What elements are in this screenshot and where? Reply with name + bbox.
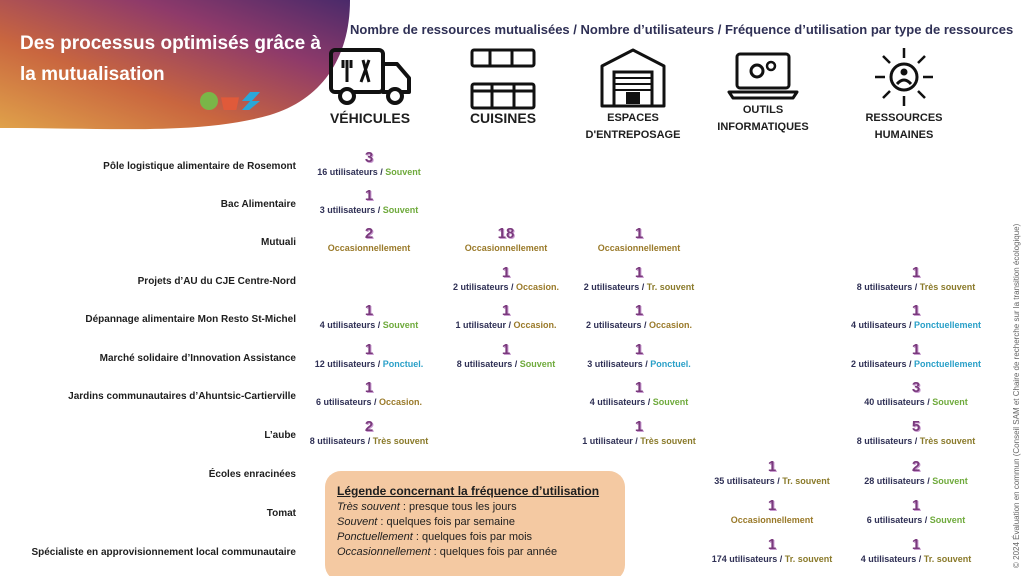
frequency-label: Souvent <box>385 167 421 177</box>
column-label-line1: RESSOURCES <box>865 112 943 124</box>
resource-count: 1 <box>364 187 374 204</box>
user-count: 174 utilisateurs <box>711 554 778 564</box>
grid-cell <box>564 265 714 294</box>
resource-count: 1 <box>911 264 921 281</box>
grid-cell <box>431 342 581 371</box>
row-label: Projets d’AU du CJE Centre-Nord <box>137 276 296 287</box>
separator: / <box>375 359 383 369</box>
user-count: 2 utilisateurs <box>850 359 907 369</box>
usage-line <box>294 435 444 448</box>
resource-count: 1 <box>501 264 511 281</box>
user-count: 4 utilisateurs <box>860 554 917 564</box>
frequency-label: Souvent <box>929 515 966 525</box>
grid-cell <box>841 537 991 566</box>
user-count: 8 utilisateurs <box>856 436 913 446</box>
resource-count: 1 <box>911 302 921 319</box>
user-count: 8 utilisateurs <box>309 436 366 446</box>
row-label: Mutuali <box>261 237 296 248</box>
legend-item <box>337 545 613 560</box>
frequency-label: Très souvent <box>919 282 976 292</box>
resource-count: 5 <box>911 418 921 435</box>
frequency-label: Souvent <box>652 397 689 407</box>
lightning-logo <box>242 92 260 110</box>
legend-term: Très souvent <box>337 501 400 513</box>
grid-cell <box>294 342 444 371</box>
separator: / <box>922 515 930 525</box>
resource-count: 1 <box>364 302 374 319</box>
usage-line <box>697 553 847 566</box>
user-count: 2 utilisateurs <box>583 282 640 292</box>
column-label-line1: ESPACES <box>607 112 659 124</box>
separator: / <box>508 282 516 292</box>
grid-cell <box>294 226 444 255</box>
grid-cell <box>697 498 847 527</box>
separator: / <box>912 282 920 292</box>
separator: / <box>906 359 915 369</box>
frequency-label: Souvent <box>932 476 968 486</box>
usage-line <box>841 396 991 409</box>
usage-line <box>294 242 444 255</box>
resource-count: 1 <box>634 418 644 435</box>
separator: / <box>916 554 924 564</box>
usage-line <box>841 475 991 488</box>
usage-line <box>841 553 991 566</box>
copyright-credit: © 2024 Évaluation en commun (Conseil SAM et Chaire de recherche sur la transition écologique) <box>1012 223 1021 568</box>
separator: / <box>365 436 373 446</box>
separator: / <box>375 205 383 215</box>
legend-desc: : quelques fois par mois <box>412 531 533 543</box>
column-label-line1: OUTILS <box>742 104 784 116</box>
grid-cell <box>294 303 444 332</box>
partner-logos <box>200 92 260 110</box>
row-label: Marché solidaire d’Innovation Assistance <box>99 353 296 364</box>
grid-cell <box>841 459 991 488</box>
resource-count: 1 <box>767 536 777 553</box>
frequency-label: Souvent <box>382 320 419 330</box>
separator: / <box>774 476 783 486</box>
separator: / <box>777 554 785 564</box>
resource-count: 2 <box>911 458 921 475</box>
legend-item <box>337 530 613 545</box>
separator: / <box>639 282 647 292</box>
row-label: Écoles enracinées <box>208 469 296 480</box>
usage-line <box>294 396 444 409</box>
user-count: 35 utilisateurs <box>714 476 775 486</box>
separator: / <box>505 320 514 330</box>
frequency-label: Occasionnellement <box>327 243 411 253</box>
frequency-label: Très souvent <box>372 436 429 446</box>
grid-cell <box>294 380 444 409</box>
user-count: 1 utilisateur <box>455 320 506 330</box>
grid-cell <box>294 419 444 448</box>
legend-title: Légende concernant la fréquence d’utilisation <box>337 484 600 498</box>
frequency-label: Occasion. <box>513 320 557 330</box>
frequency-legend <box>325 471 625 576</box>
separator: / <box>924 397 933 407</box>
user-count: 6 utilisateurs <box>866 515 923 525</box>
grid-cell <box>564 303 714 332</box>
grid-cell <box>841 342 991 371</box>
legend-term: Occasionnellement <box>337 546 431 558</box>
frequency-label: Occasionnellement <box>464 243 548 253</box>
user-count: 6 utilisateurs <box>315 397 372 407</box>
grid-cell <box>431 226 581 255</box>
usage-line <box>294 358 444 371</box>
row-label: Bac Alimentaire <box>220 199 296 210</box>
resource-count: 1 <box>634 341 644 358</box>
person-network-icon <box>871 44 937 110</box>
usage-line <box>431 358 581 371</box>
resource-count: 1 <box>911 341 921 358</box>
usage-line <box>564 435 714 448</box>
frequency-label: Souvent <box>932 397 968 407</box>
grid-cell <box>294 150 444 179</box>
usage-line <box>564 396 714 409</box>
user-count: 28 utilisateurs <box>864 476 925 486</box>
usage-line <box>564 358 714 371</box>
separator: / <box>924 476 933 486</box>
frequency-label: Ponctuellement <box>914 359 982 369</box>
frequency-label: Ponctuel. <box>650 359 691 369</box>
legend-term: Ponctuellement <box>337 531 413 543</box>
basket-logo <box>221 92 239 110</box>
table-header-caption: Nombre de ressources mutualisées / Nombre d’utilisateurs / Fréquence d’utilisation par type de ressources <box>350 22 1014 37</box>
usage-line <box>841 281 991 294</box>
usage-line <box>431 319 581 332</box>
grid-cell <box>841 303 991 332</box>
usage-line <box>564 319 714 332</box>
user-count: 8 utilisateurs <box>456 359 513 369</box>
frequency-label: Tr. souvent <box>784 554 833 564</box>
recycle-hands-logo <box>200 92 218 110</box>
resource-count: 1 <box>364 379 374 396</box>
kitchen-icon <box>468 44 538 110</box>
separator: / <box>641 320 649 330</box>
usage-line <box>294 319 444 332</box>
row-label: Spécialiste en approvisionnement local communautaire <box>31 547 296 558</box>
resource-count: 1 <box>911 536 921 553</box>
user-count: 2 utilisateurs <box>452 282 509 292</box>
frequency-label: Occasion. <box>379 397 423 407</box>
legend-desc: : quelques fois par semaine <box>377 516 515 528</box>
usage-line <box>841 435 991 448</box>
row-label: L’aube <box>264 430 296 441</box>
resource-count: 1 <box>634 225 644 242</box>
resource-count: 2 <box>364 225 374 242</box>
page-title: Des processus optimisés grâce à la mutualisation <box>20 33 321 85</box>
column-cuisines <box>443 44 563 126</box>
user-count: 16 utilisateurs <box>317 167 378 177</box>
grid-cell <box>564 226 714 255</box>
usage-line <box>294 204 444 217</box>
user-count: 12 utilisateurs <box>314 359 376 369</box>
separator: / <box>912 436 920 446</box>
usage-line <box>841 358 991 371</box>
row-label: Tomat <box>266 508 296 519</box>
column-rh <box>844 44 964 144</box>
column-label-line2: HUMAINES <box>874 129 934 141</box>
usage-line <box>294 166 444 179</box>
frequency-label: Tr. souvent <box>923 554 972 564</box>
column-label: CUISINES <box>469 110 537 126</box>
resource-count: 1 <box>364 341 374 358</box>
separator: / <box>642 359 651 369</box>
frequency-label: Souvent <box>519 359 556 369</box>
user-count: 1 utilisateur <box>582 436 633 446</box>
grid-cell <box>431 303 581 332</box>
user-count: 2 utilisateurs <box>585 320 642 330</box>
resource-count: 1 <box>634 302 644 319</box>
resource-count: 1 <box>634 264 644 281</box>
laptop-gears-icon <box>723 44 803 102</box>
user-count: 4 utilisateurs <box>589 397 646 407</box>
frequency-label: Très souvent <box>919 436 976 446</box>
resource-count: 1 <box>501 302 511 319</box>
column-vehicules <box>310 44 430 126</box>
grid-cell <box>697 537 847 566</box>
resource-count: 18 <box>497 225 515 242</box>
grid-cell <box>841 419 991 448</box>
frequency-label: Ponctuel. <box>382 359 424 369</box>
legend-desc: : presque tous les jours <box>399 501 517 513</box>
legend-item <box>337 500 613 515</box>
usage-line <box>697 475 847 488</box>
resource-count: 1 <box>634 379 644 396</box>
legend-term: Souvent <box>337 516 378 528</box>
column-entreposage <box>573 44 693 144</box>
grid-cell <box>841 380 991 409</box>
frequency-label: Tr. souvent <box>646 282 695 292</box>
frequency-label: Ponctuellement <box>914 320 982 330</box>
resource-count: 1 <box>767 497 777 514</box>
usage-line <box>841 319 991 332</box>
grid-cell <box>841 265 991 294</box>
resource-count: 1 <box>501 341 511 358</box>
column-label: VÉHICULES <box>329 110 411 126</box>
usage-line <box>431 242 581 255</box>
frequency-label: Occasion. <box>516 282 560 292</box>
separator: / <box>512 359 520 369</box>
separator: / <box>906 320 915 330</box>
frequency-label: Tr. souvent <box>782 476 830 486</box>
resource-count: 3 <box>364 149 374 166</box>
usage-line <box>564 281 714 294</box>
frequency-label: Occasionnellement <box>597 243 681 253</box>
separator: / <box>645 397 653 407</box>
usage-line <box>431 281 581 294</box>
resource-count: 1 <box>767 458 777 475</box>
frequency-label: Occasionnellement <box>730 515 814 525</box>
frequency-label: Souvent <box>382 205 419 215</box>
usage-line <box>697 514 847 527</box>
column-label-line2: D'ENTREPOSAGE <box>585 129 681 141</box>
grid-cell <box>564 419 714 448</box>
legend-item <box>337 515 613 530</box>
warehouse-icon <box>598 44 668 110</box>
column-label-line2: INFORMATIQUES <box>717 121 809 133</box>
user-count: 40 utilisateurs <box>864 397 925 407</box>
separator: / <box>632 436 641 446</box>
user-count: 3 utilisateurs <box>587 359 643 369</box>
frequency-label: Occasion. <box>649 320 693 330</box>
row-label: Dépannage alimentaire Mon Resto St-Michel <box>85 314 296 325</box>
user-count: 4 utilisateurs <box>319 320 376 330</box>
separator: / <box>377 167 386 177</box>
grid-cell <box>431 265 581 294</box>
grid-cell <box>564 380 714 409</box>
grid-cell <box>841 498 991 527</box>
user-count: 3 utilisateurs <box>319 205 376 215</box>
row-label: Jardins communautaires d’Ahuntsic-Cartierville <box>68 391 296 402</box>
resource-count: 3 <box>911 379 921 396</box>
row-label: Pôle logistique alimentaire de Rosemont <box>103 161 296 172</box>
grid-cell <box>697 459 847 488</box>
usage-line <box>564 242 714 255</box>
legend-desc: : quelques fois par année <box>430 546 558 558</box>
grid-cell <box>564 342 714 371</box>
usage-line <box>841 514 991 527</box>
resource-count: 1 <box>911 497 921 514</box>
separator: / <box>375 320 383 330</box>
separator: / <box>371 397 379 407</box>
user-count: 8 utilisateurs <box>856 282 913 292</box>
truck-icon <box>325 44 415 110</box>
column-informatique <box>703 44 823 136</box>
user-count: 4 utilisateurs <box>850 320 907 330</box>
resource-count: 2 <box>364 418 374 435</box>
frequency-label: Très souvent <box>640 436 696 446</box>
grid-cell <box>294 188 444 217</box>
